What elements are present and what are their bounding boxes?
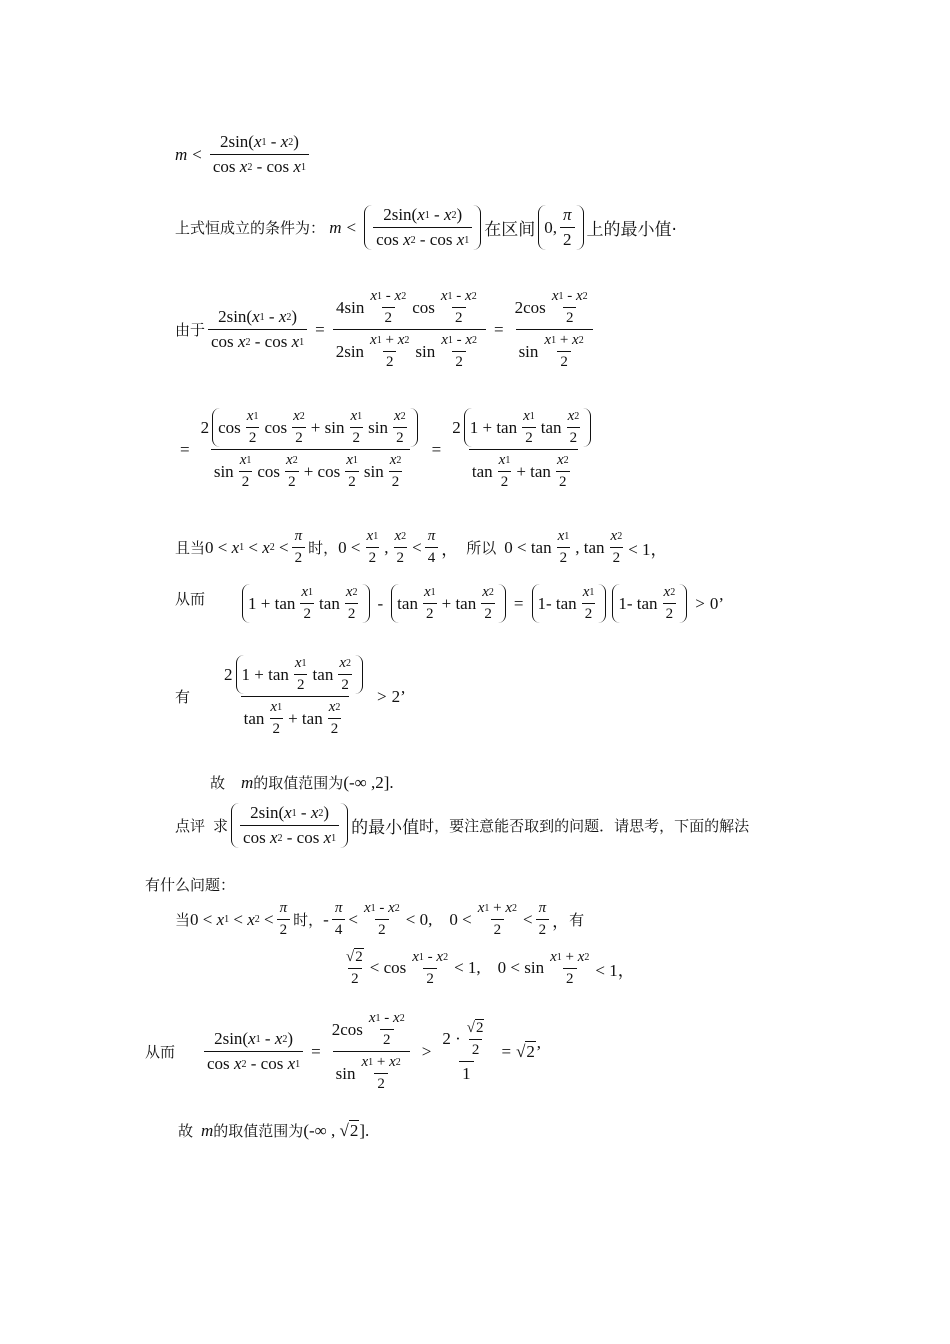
min-text: 的最小值 <box>351 818 420 838</box>
conclusion-line-2: 故 m 的取值范围为 (-∞ , √ 2 ]. <box>178 1120 370 1140</box>
alt-line-2: √ 2 2 < cos x 1 - x 2 2 < 1, 0 < sin x 1 + x 2 2 < 1， <box>346 948 635 987</box>
derivation-line-3: 且当 0 < x 1 < x 2 < $\frac{\pi}{2}$ 时， 0 < x 1 2 , x 2 2 < $\frac{\pi}{4}$ ， 所以 0 < tan x 1 2 , tan x 2 2 < 1， <box>175 528 668 566</box>
derivation-line-1: 由于 2sin( x 1 - x 2 ) cos x 2 - cos x 1 = 4sin x 1 - x 2 2 cos x 1 - x 2 2 2sin x 1 + x 2 2 sin x 1 - x 2 2 = 2cos x 1 - x 2 2 sin x 1 + x 2 2 <box>175 288 600 371</box>
alt-thus-text: 从而 <box>145 1043 176 1061</box>
because-text: 由于 <box>175 321 206 339</box>
derivation-line-5: 有 2 1 + tan x 1 2 tan x 2 2 tan x 1 2 + tan x 2 2 > 2’ <box>175 655 406 737</box>
alt-when-text: 当 <box>175 911 191 929</box>
formula-line-1: m < 2sin( x 1 - x 2 ) cos x 2 - cos x 1 <box>175 132 312 177</box>
min-value-text: 上的最小值· <box>586 220 677 240</box>
alt-line-1: 当 0 < x 1 < x 2 < $\frac{\pi}{2}$ 时， - $\frac{\pi}{4}$ < x 1 - x 2 2 < 0, 0 < x 1 + x 2 2 < $\frac{\pi}{2}$ ， 有 <box>175 900 585 938</box>
comment-line: 点评 求 2sin( x 1 - x 2 ) cos x 2 - cos x 1 的最小值 时，要注意能否取到的问题．请思考，下面的解法 <box>175 803 750 847</box>
question-text: 有什么问题： <box>145 876 236 894</box>
alt-when-text-2: 时， <box>293 911 324 929</box>
question-line <box>145 874 235 895</box>
thus-text: 从而 <box>175 590 206 608</box>
alt-range-text: 的取值范围为 <box>213 1122 304 1140</box>
have-text: 有 <box>175 688 191 706</box>
alt-therefore-text: 故 <box>178 1122 194 1140</box>
range-text: 的取值范围为 <box>253 774 344 792</box>
alt-line-3: 从而 2sin( x 1 - x 2 ) cos x 2 - cos x 1 = 2cos x 1 - x 2 2 sin x 1 + x 2 2 > 2 · √ 2 2 1 = √ 2 ’ <box>145 1010 542 1092</box>
derivation-line-4: 从而 1 + tan x 1 2 tan x 2 2 - tan x 1 2 + tan x 2 2 = 1- tan x 1 2 1- tan x 2 2 > 0’ <box>175 584 724 622</box>
find-text: 求 <box>213 817 229 835</box>
alt-have-text: 有 <box>569 911 585 929</box>
condition-line: 上式恒成立的条件为： m < 2sin( x 1 - x 2 ) cos x 2 - cos x 1 在区间 0, $\frac{\pi}{2}$ 上的最小值· <box>175 205 677 249</box>
so-text: 所以 <box>466 539 497 557</box>
condition-text: 上式恒成立的条件为： <box>175 219 326 237</box>
interval-text: 在区间 <box>484 220 536 240</box>
therefore-text: 故 <box>210 774 226 792</box>
when-text-2: 时， <box>308 539 339 557</box>
when-text: 且当 <box>175 539 206 557</box>
comment-text: 时，要注意能否取到的问题．请思考，下面的解法 <box>419 817 750 835</box>
conclusion-line-1: 故 m 的取值范围为 (-∞ ,2]. <box>210 772 394 792</box>
derivation-line-2: = 2 cos x 1 2 cos x 2 2 + sin x 1 2 sin x 2 2 sin x 1 2 cos x 2 2 + cos x 1 2 sin x 2 2 = 2 1 + tan x 1 2 tan x 2 2 tan x 1 2 + tan x 2 2 <box>175 408 600 491</box>
comment-label: 点评 <box>175 817 206 835</box>
